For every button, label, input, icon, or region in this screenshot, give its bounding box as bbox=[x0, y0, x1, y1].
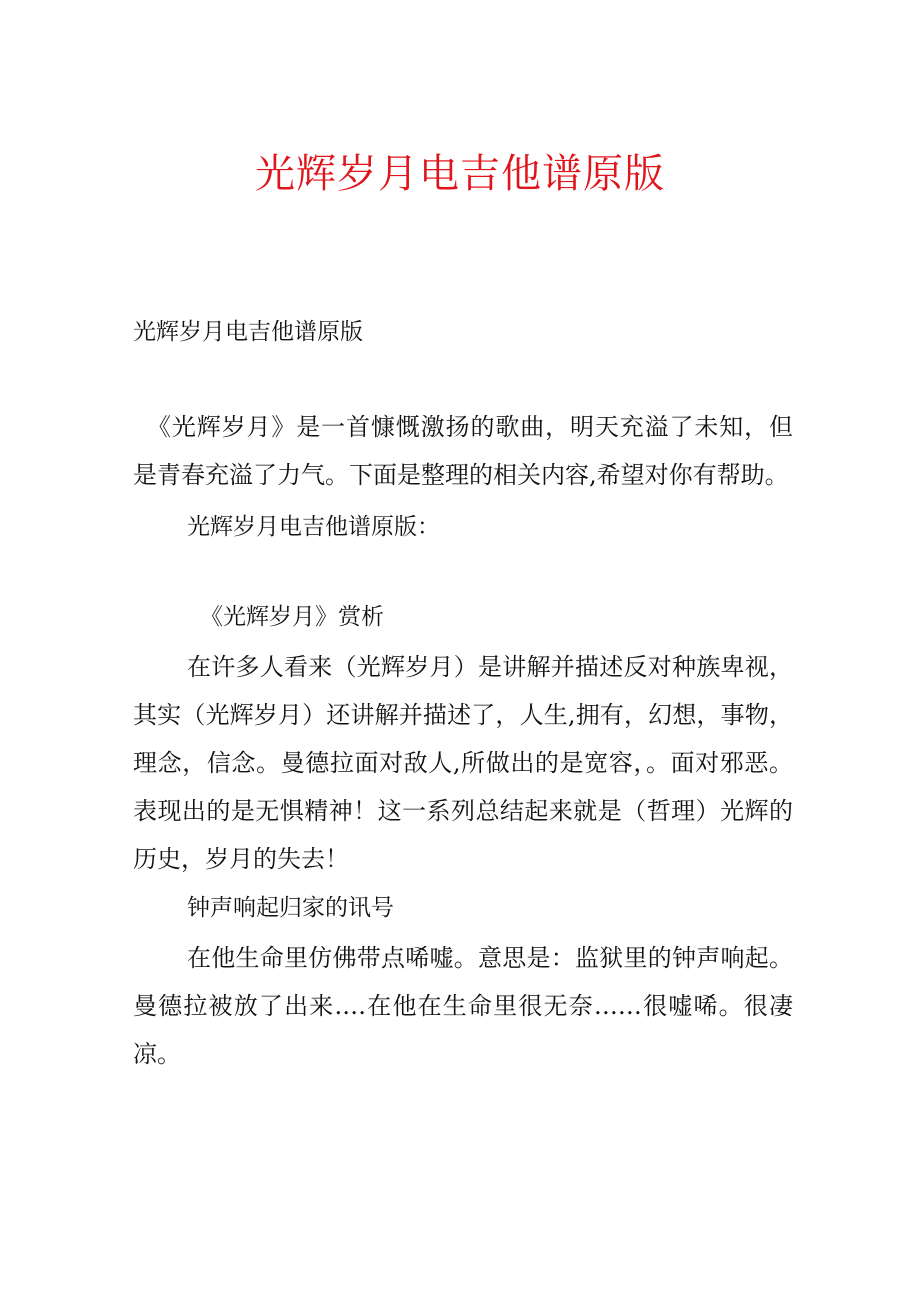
analysis-paragraph: 在许多人看来（光辉岁月）是讲解并描述反对种族卑视，其实（光辉岁月）还讲解并描述了，人生,拥有，幻想，事物，理念，信念。曼德拉面对敌人,所做出的是宽容，。面对邪恶。表现出的是无惧精神！这一系列总结起来就是（哲理）光辉的历史，岁月的失去！ bbox=[133, 653, 793, 873]
document-subtitle: 光辉岁月电吉他谱原版 bbox=[133, 319, 363, 345]
document-title: 光辉岁月电吉他谱原版 bbox=[255, 151, 665, 197]
section-label: 光辉岁月电吉他谱原版： bbox=[187, 514, 440, 540]
bell-heading: 钟声响起归家的讯号 bbox=[187, 895, 394, 921]
intro-paragraph: 《光辉岁月》是一首慷慨激扬的歌曲，明天充溢了未知，但是青春充溢了力气。下面是整理的相关内容,希望对你有帮助。 bbox=[133, 413, 793, 489]
analysis-heading: 《光辉岁月》赏析 bbox=[200, 604, 384, 630]
bell-paragraph: 在他生命里仿佛带点唏嘘。意思是：监狱里的钟声响起。曼德拉被放了出来.…在他在生命里很无奈……很嘘唏。很凄凉。 bbox=[133, 944, 793, 1068]
